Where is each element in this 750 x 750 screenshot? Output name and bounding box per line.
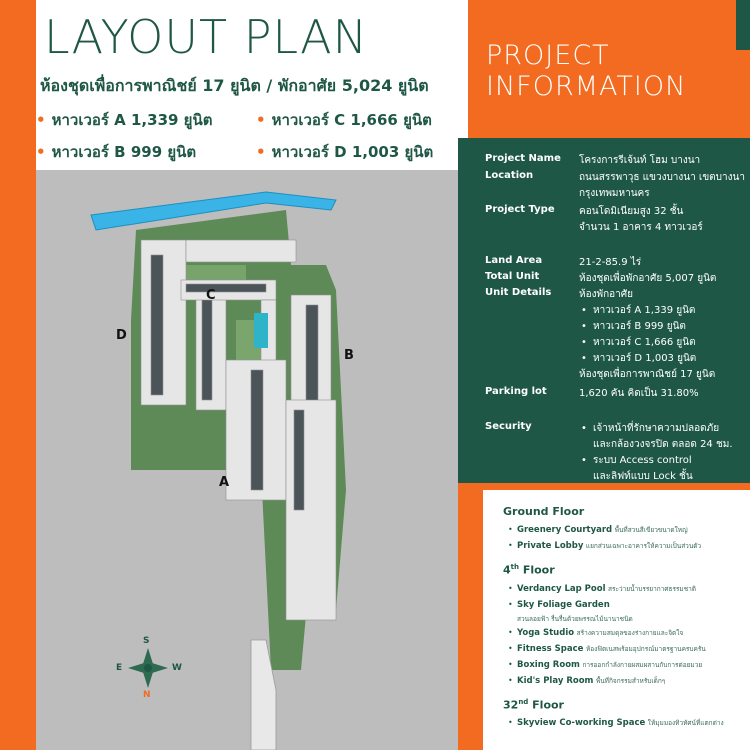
compass-north: N	[143, 690, 151, 700]
left-orange-band	[0, 0, 36, 750]
floor-heading: 4th Floor	[503, 563, 555, 577]
list-item: • Skyview Co-working Space ให้มุมมองทิวทัศน์ที่แตกต่าง	[503, 715, 748, 731]
tower-item: • หาวเวอร์ D 1,003 ยูนิต	[256, 143, 434, 161]
project-info-title: PROJECT INFORMATION	[486, 40, 687, 103]
tower-list	[36, 108, 456, 164]
compass-south: S	[143, 636, 150, 646]
floor-heading: Ground Floor	[503, 505, 585, 518]
tower-item: • หาวเวอร์ C 1,666 ยูนิต	[256, 111, 432, 129]
fourth-floor-group	[503, 563, 748, 689]
top-floor-group	[503, 698, 748, 732]
list-item: • Greenery Courtyard พื้นที่สวนสีเขียวขนาดใหญ่	[503, 522, 748, 538]
ground-floor-group	[503, 505, 748, 554]
list-item: • Verdancy Lap Pool สระว่ายน้ำบรรยากาศธรรมชาติ	[503, 581, 748, 597]
tower-b-block	[291, 295, 331, 415]
facilities-list	[503, 505, 748, 740]
unit-summary: ห้องชุดเพื่อการพาณิชย์ 17 ยูนิต / พักอาศัย 5,024 ยูนิต	[40, 76, 429, 95]
tower-label-a: A	[219, 475, 230, 490]
list-item: • Fitness Space ห้องฟิตเนสพร้อมอุปกรณ์มาตรฐานครบครัน	[503, 641, 748, 657]
list-item: • Private Lobby แยกส่วนเฉพาะอาคารให้ความเป็นส่วนตัว	[503, 538, 748, 554]
site-plan-drawing	[36, 170, 458, 750]
tower-label-b: B	[344, 348, 354, 363]
page-title: LAYOUT PLAN	[44, 10, 369, 64]
list-item: • Sky Foliage Garden	[503, 597, 748, 613]
tower-label-d: D	[116, 328, 127, 343]
compass-west: W	[172, 663, 182, 673]
pool	[254, 313, 268, 348]
tower-item: • หาวเวอร์ B 999 ยูนิต	[36, 143, 197, 161]
divider-strip	[458, 0, 468, 140]
list-item: • Yoga Studio สร้างความสมดุลของร่างกายและจิตใจ	[503, 625, 748, 641]
corner-accent	[736, 0, 750, 50]
site-plan-map	[36, 170, 458, 750]
list-item: • Boxing Room การออกกำลังกายผสมผสานกับการต่อยมวย	[503, 657, 748, 673]
list-item-sub: สวนลอยฟ้า รื่นรื่นด้วยพรรณไม้นานาชนิด	[517, 614, 633, 623]
tower-label-c: C	[206, 288, 216, 303]
list-item: • Kid's Play Room พื้นที่กิจกรรมสำหรับเด็กๆ	[503, 673, 748, 689]
compass-icon	[128, 648, 168, 688]
compass-east: E	[116, 663, 123, 673]
tower-item: • หาวเวอร์ A 1,339 ยูนิต	[36, 111, 213, 129]
floor-heading: 32nd Floor	[503, 697, 564, 712]
